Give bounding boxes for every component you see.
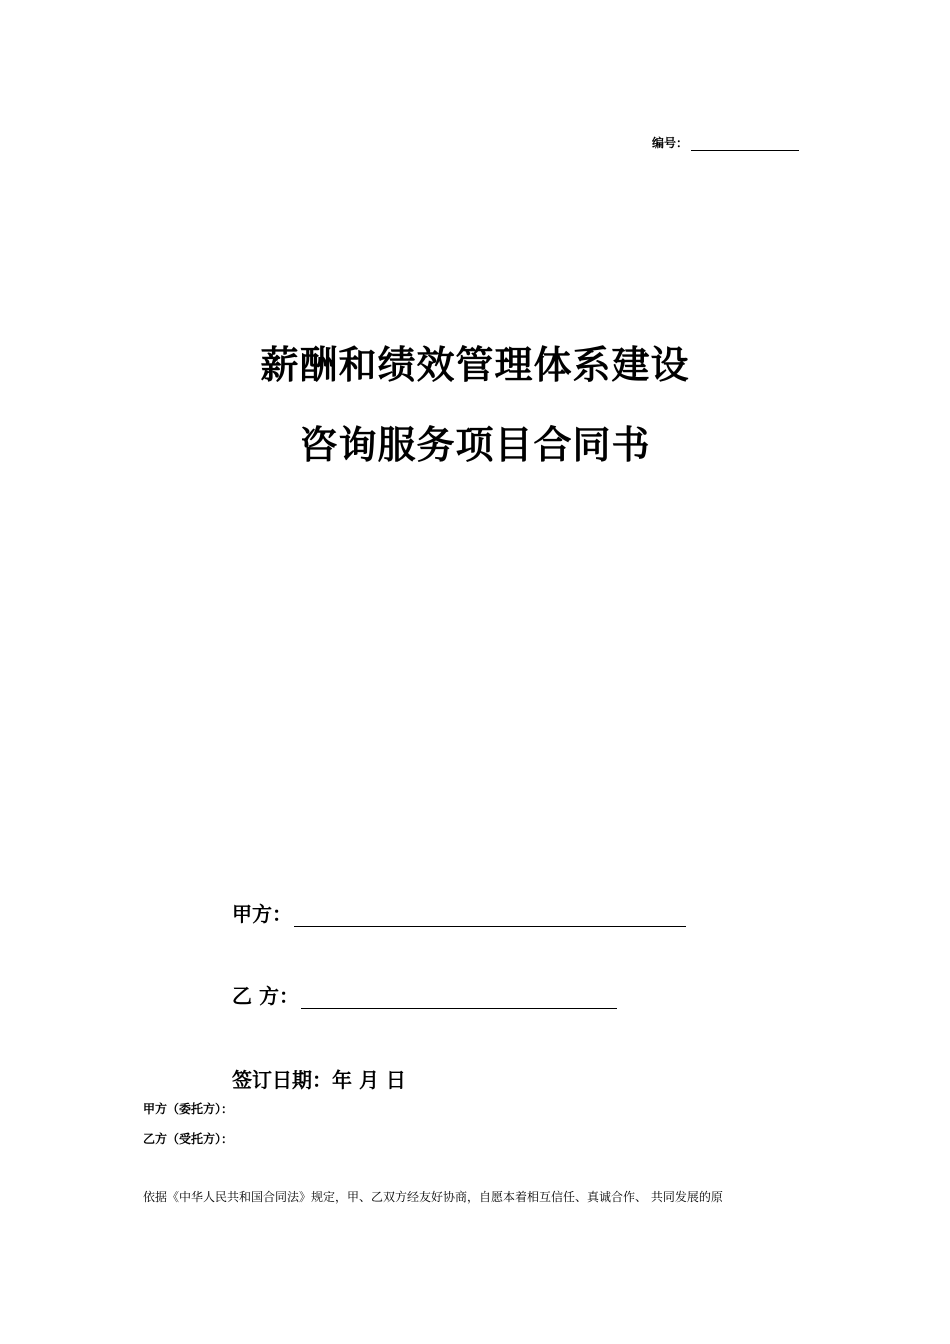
contract-title-line-1: 薪酬和绩效管理体系建设 <box>260 342 690 387</box>
client-label: 甲方（委托方）： <box>143 1102 234 1116</box>
serial-number-label: 编号： <box>652 136 689 150</box>
trustee-label: 乙方（受托方）： <box>143 1132 234 1146</box>
party-b-field <box>232 980 617 1009</box>
serial-number-field <box>652 134 799 151</box>
party-a-blank <box>294 904 686 927</box>
party-a-field <box>232 898 686 927</box>
party-b-blank <box>301 986 617 1009</box>
serial-number-blank <box>691 136 799 151</box>
party-b-label: 乙 方： <box>232 984 299 1008</box>
contract-title-line-2: 咨询服务项目合同书 <box>299 422 651 467</box>
party-a-label: 甲方： <box>232 902 292 926</box>
intro-paragraph: 依据《中华人民共和国合同法》规定，甲、乙双方经友好协商，自愿本着相互信任、真诚合作、 共同发展的原 <box>143 1190 723 1204</box>
sign-date: 签订日期：年 月 日 <box>232 1068 406 1092</box>
